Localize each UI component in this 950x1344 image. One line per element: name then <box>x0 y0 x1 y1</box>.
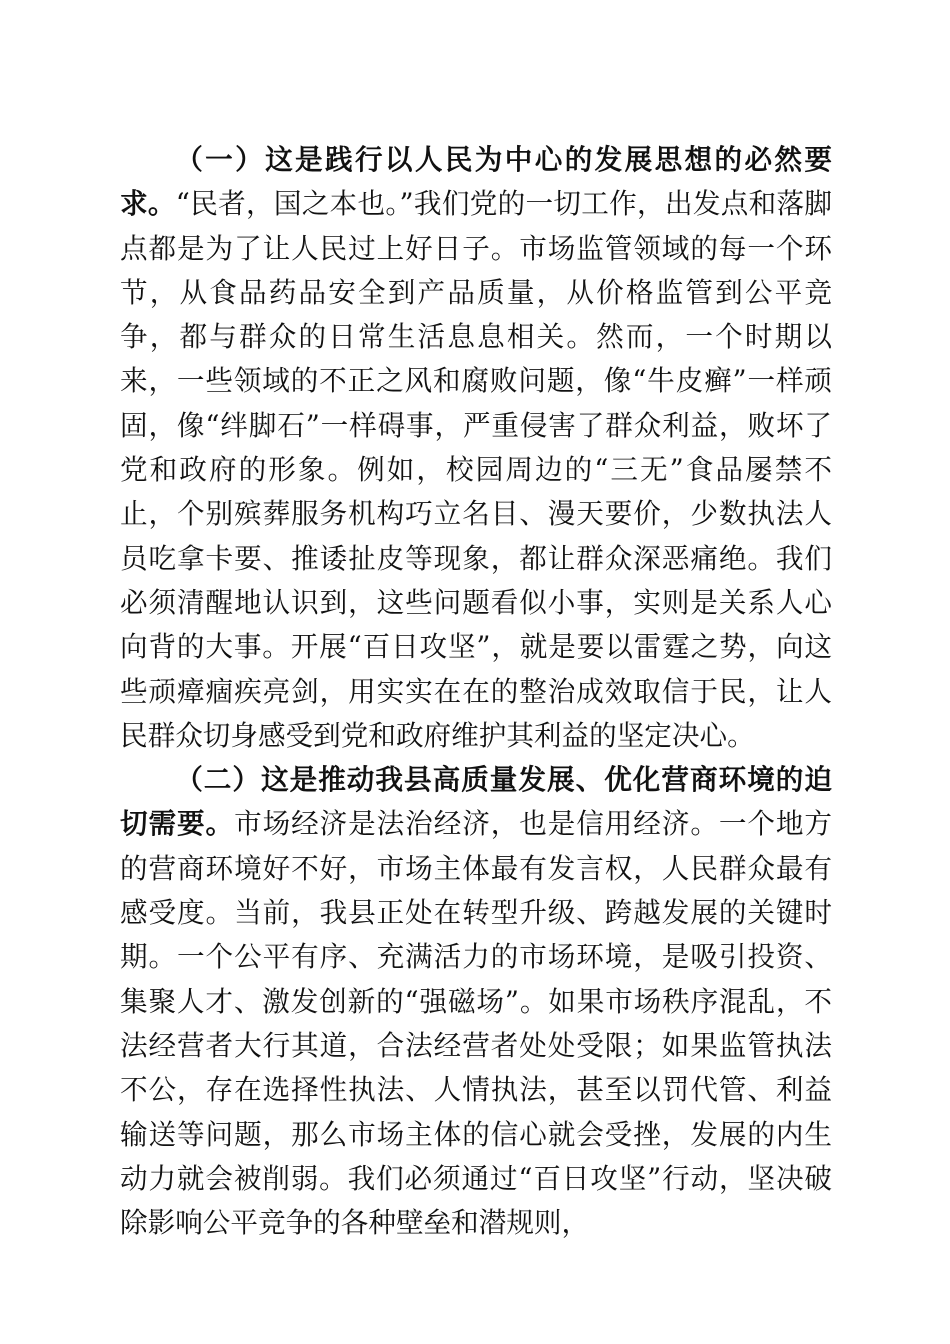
section-paragraph-2 <box>120 758 832 1245</box>
section-paragraph-1 <box>120 138 832 758</box>
document-body <box>120 138 832 1245</box>
section-body-1: “民者，国之本也。”我们党的一切工作，出发点和落脚点都是为了让人民过上好日子。市场监管领域的每一个环节，从食品药品安全到产品质量，从价格监管到公平竞争，都与群众的日常生活息息相关。然而，一个时期以来，一些领域的不正之风和腐败问题，像“牛皮癣”一样顽固，像“绊脚石”一样碍事，严重侵害了群众利益，败坏了党和政府的形象。例如，校园周边的“三无”食品屡禁不止，个别殡葬服务机构巧立名目、漫天要价，少数执法人员吃拿卡要、推诿扯皮等现象，都让群众深恶痛绝。我们必须清醒地认识到，这些问题看似小事，实则是关系人心向背的大事。开展“百日攻坚”，就是要以雷霆之势，向这些顽瘴痼疾亮剑，用实实在在的整治成效取信于民，让人民群众切身感受到党和政府维护其利益的坚定决心。 <box>120 187 832 752</box>
section-heading-2: （二）这是推动我县高质量发展、优化营商环境的迫切需要。 <box>120 763 832 841</box>
section-heading-1: （一）这是践行以人民为中心的发展思想的必然要求。 <box>120 143 832 221</box>
section-body-2: 市场经济是法治经济，也是信用经济。一个地方的营商环境好不好，市场主体最有发言权，人民群众最有感受度。当前，我县正处在转型升级、跨越发展的关键时期。一个公平有序、充满活力的市场环境，是吸引投资、集聚人才、激发创新的“强磁场”。如果市场秩序混乱，不法经营者大行其道，合法经营者处处受限；如果监管执法不公，存在选择性执法、人情执法，甚至以罚代管、利益输送等问题，那么市场主体的信心就会受挫，发展的内生动力就会被削弱。我们必须通过“百日攻坚”行动，坚决破除影响公平竞争的各种壁垒和潜规则， <box>120 807 832 1240</box>
